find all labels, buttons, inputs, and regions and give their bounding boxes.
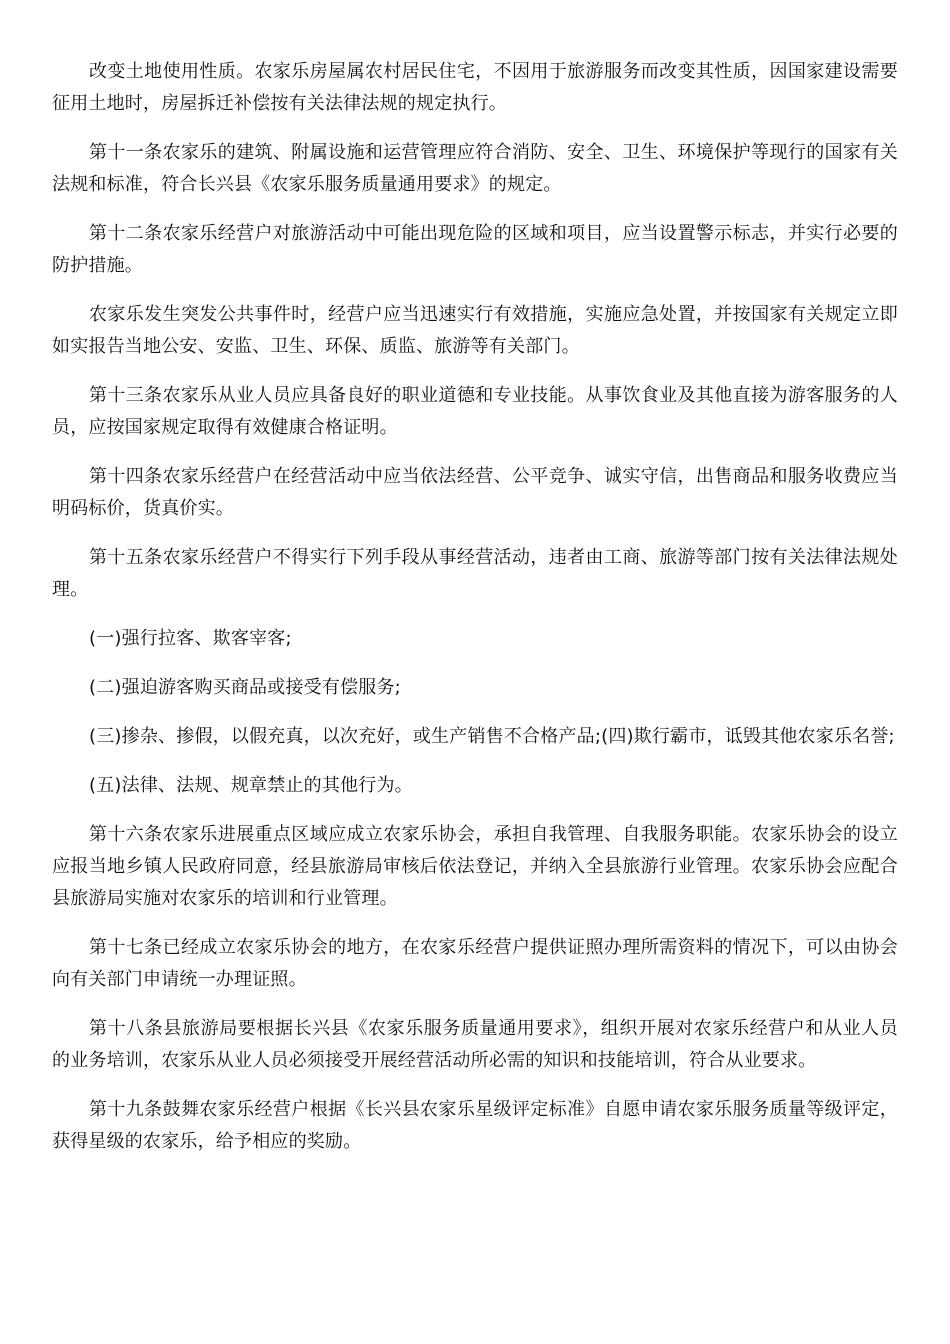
list-item-5: (五)法律、法规、规章禁止的其他行为。: [89, 775, 413, 796]
list-item-1: (一)强行拉客、欺客宰客;: [89, 628, 292, 649]
list-item-3-4: (三)掺杂、掺假，以假充真，以次充好，或生产销售不合格产品;(四)欺行霸市，诋毁其他农家乐名誉;: [89, 726, 895, 747]
paragraph-article-17: 第十七条已经成立农家乐协会的地方，在农家乐经营户提供证照办理所需资料的情况下，可以由协会向有关部门申请统一办理证照。: [52, 937, 898, 990]
paragraph-article-16: 第十六条农家乐进展重点区域应成立农家乐协会，承担自我管理、自我服务职能。农家乐协会的设立应报当地乡镇人民政府同意，经县旅游局审核后依法登记，并纳入全县旅游行业管理。农家乐协会应配合县旅游局实施对农家乐的培训和行业管理。: [52, 824, 898, 909]
paragraph-article-15: 第十五条农家乐经营户不得实行下列手段从事经营活动，违者由工商、旅游等部门按有关法律法规处理。: [52, 547, 898, 600]
paragraph-article-12: 第十二条农家乐经营户对旅游活动中可能出现危险的区域和项目，应当设置警示标志，并实行必要的防护措施。: [52, 223, 898, 276]
document-body: [52, 56, 898, 1175]
list-item-2: (二)强迫游客购买商品或接受有偿服务;: [89, 677, 401, 698]
paragraph-article-13: 第十三条农家乐从业人员应具备良好的职业道德和专业技能。从事饮食业及其他直接为游客服务的人员，应按国家规定取得有效健康合格证明。: [52, 385, 898, 438]
paragraph-article-18: 第十八条县旅游局要根据长兴县《农家乐服务质量通用要求》，组织开展对农家乐经营户和从业人员的业务培训，农家乐从业人员必须接受开展经营活动所必需的知识和技能培训，符合从业要求。: [52, 1018, 898, 1071]
paragraph-article-14: 第十四条农家乐经营户在经营活动中应当依法经营、公平竞争、诚实守信，出售商品和服务收费应当明码标价，货真价实。: [52, 466, 898, 519]
paragraph-article-19: 第十九条鼓舞农家乐经营户根据《长兴县农家乐星级评定标准》自愿申请农家乐服务质量等级评定，获得星级的农家乐，给予相应的奖励。: [52, 1099, 898, 1152]
paragraph-emergency: 农家乐发生突发公共事件时，经营户应当迅速实行有效措施，实施应急处置，并按国家有关规定立即如实报告当地公安、安监、卫生、环保、质监、旅游等有关部门。: [52, 304, 898, 357]
paragraph-land-use: 改变土地使用性质。农家乐房屋属农村居民住宅，不因用于旅游服务而改变其性质，因国家建设需要征用土地时，房屋拆迁补偿按有关法律法规的规定执行。: [52, 61, 898, 114]
paragraph-article-11: 第十一条农家乐的建筑、附属设施和运营管理应符合消防、安全、卫生、环境保护等现行的国家有关法规和标准，符合长兴县《农家乐服务质量通用要求》的规定。: [52, 142, 898, 195]
